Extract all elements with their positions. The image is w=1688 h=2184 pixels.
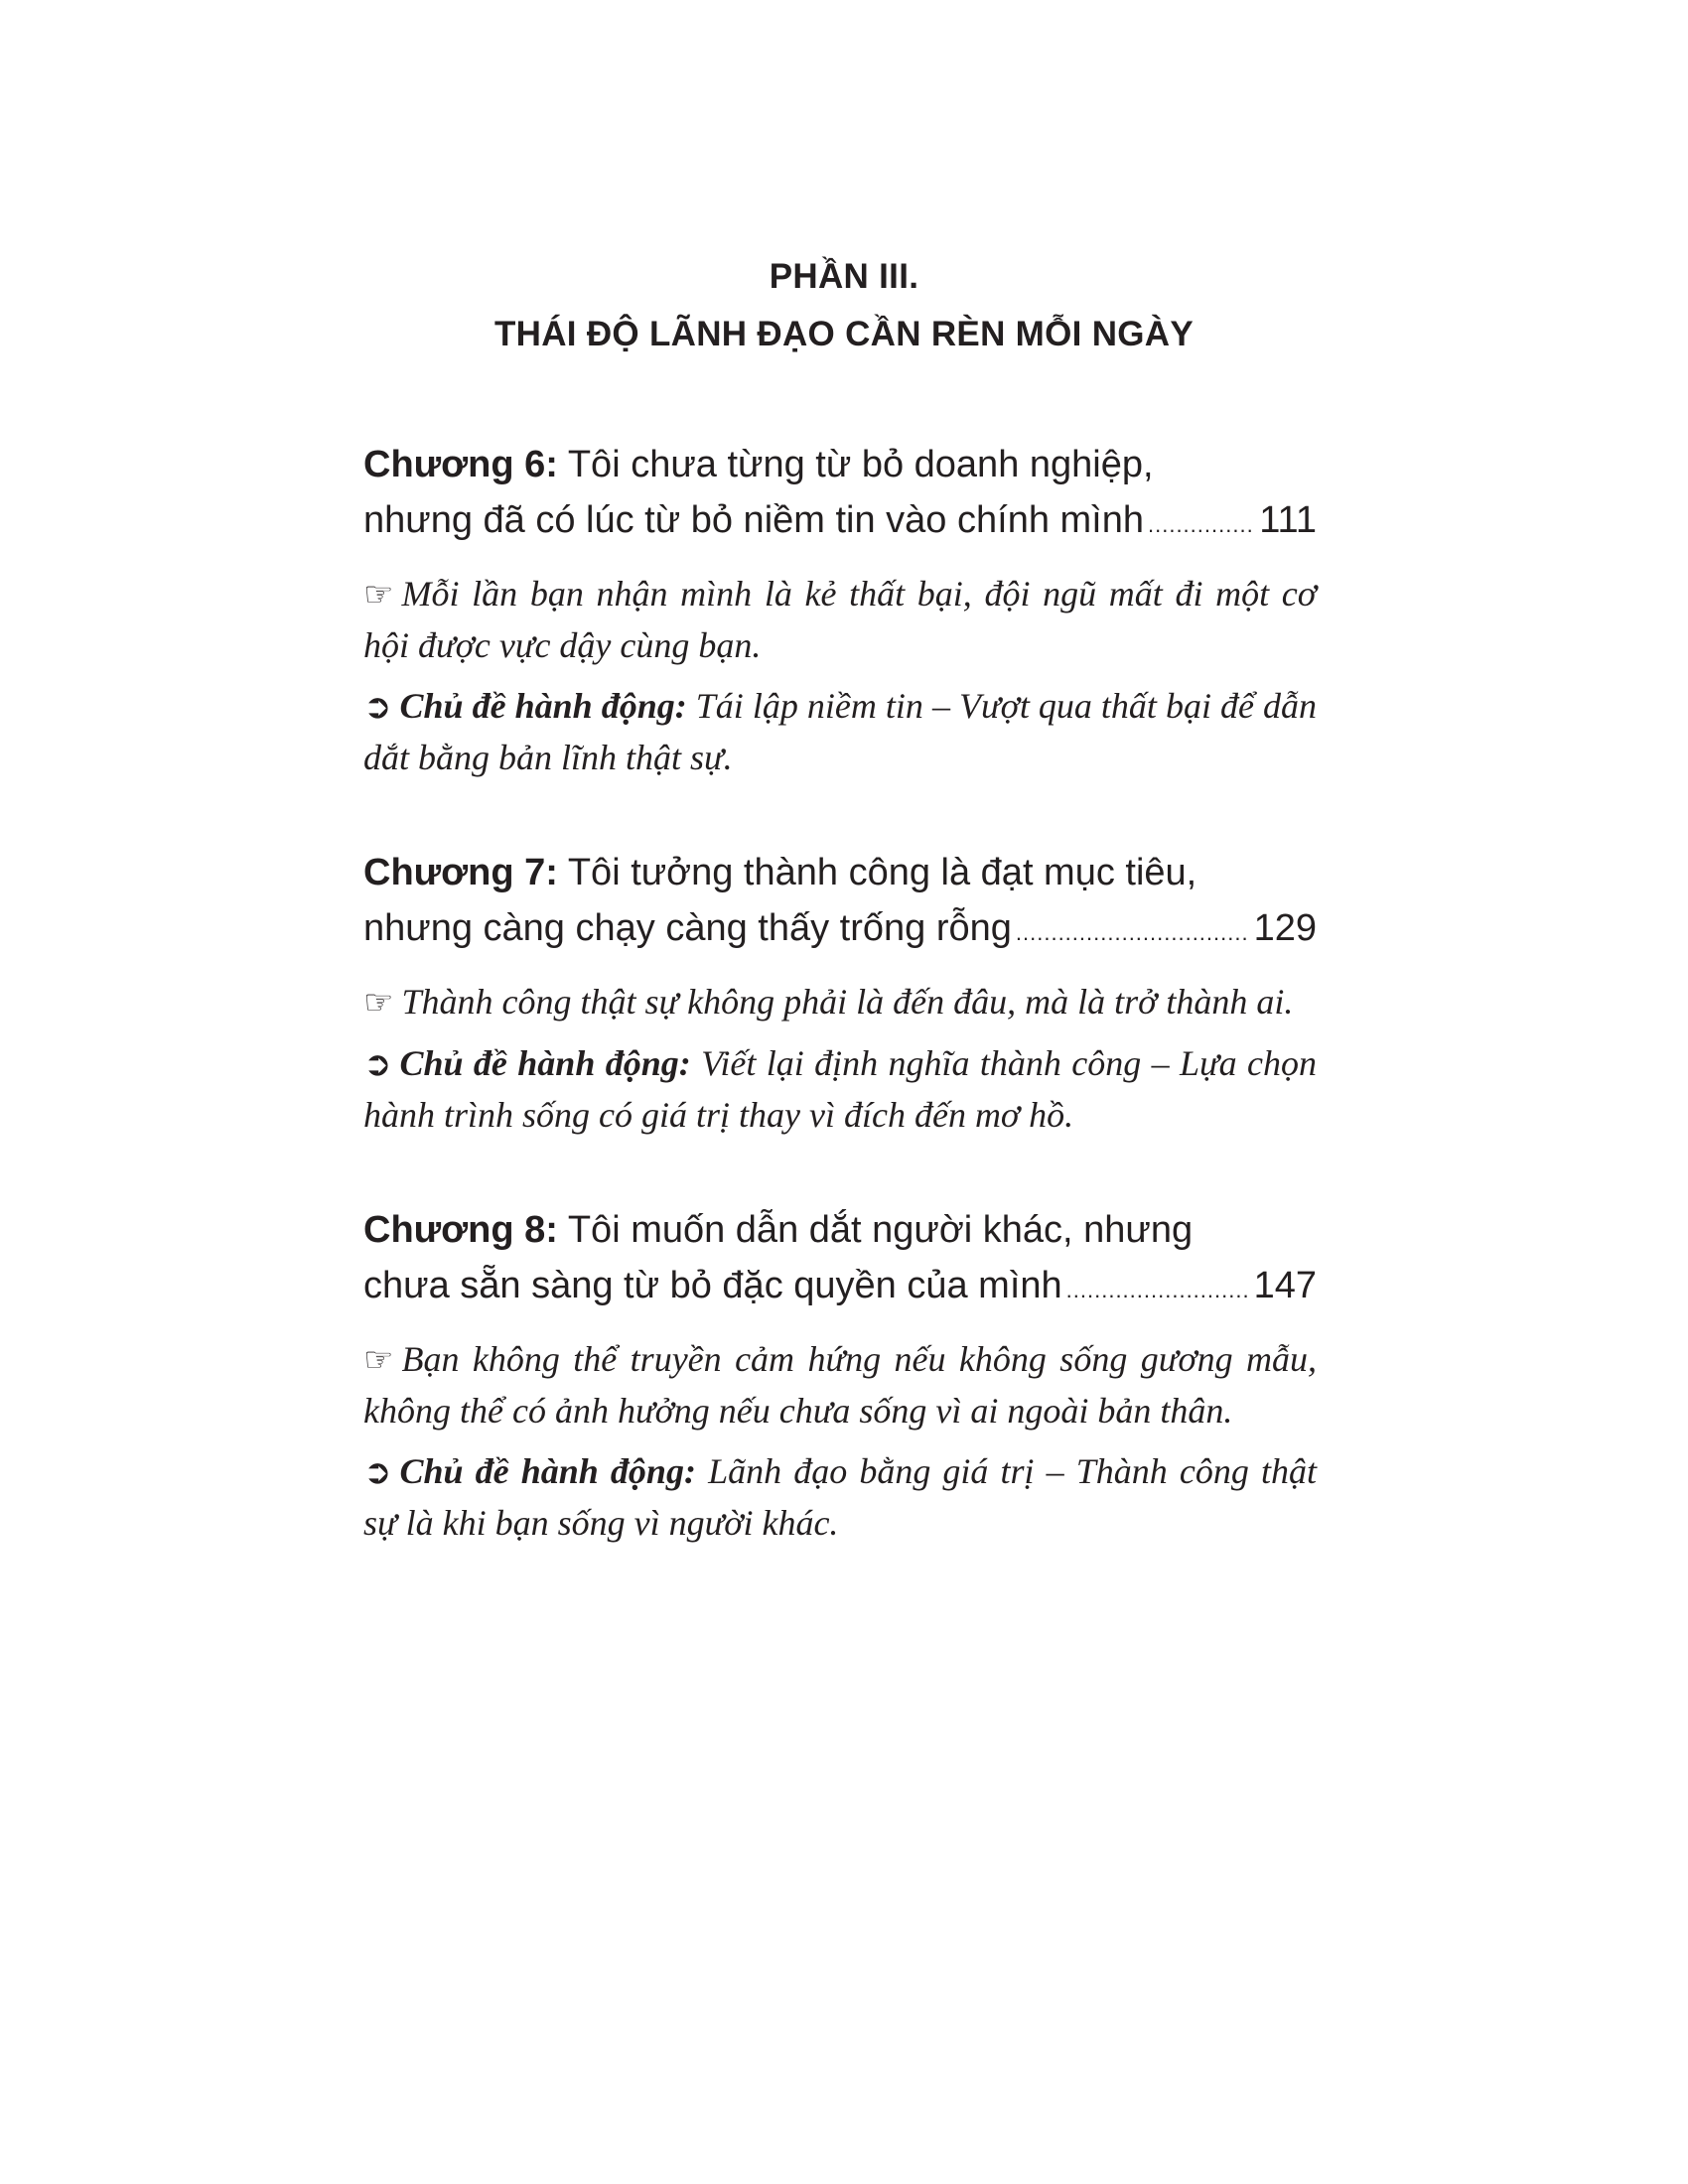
part-number: PHẦN III. (769, 257, 919, 296)
action-text: Tái lập niềm tin – Vượt qua thất bại để dẫn dắt bằng bản lĩnh thật sự. (363, 686, 1318, 777)
chapter-entry (363, 1202, 1317, 1549)
chapter-label: Chương 8: (363, 1209, 558, 1251)
page-number: 147 (1253, 1265, 1317, 1306)
action-label: Chủ đề hành động: (399, 686, 687, 726)
chapter-title[interactable] (363, 437, 1317, 553)
action-text: Lãnh đạo bằng giá trị – Thành công thật sự là khi bạn sống vì người khác. (363, 1451, 1318, 1543)
chapter-title[interactable] (363, 845, 1317, 961)
chapter-title-line2: nhưng càng chạy càng thấy trống rỗng (363, 907, 1012, 949)
chapter-entry (363, 845, 1317, 1141)
arrow-right-icon: ➲ (363, 1046, 392, 1083)
chapter-action (363, 1038, 1317, 1141)
quote-text: Bạn không thể truyền cảm hứng nếu không sống gương mẫu, không thể có ảnh hưởng nếu chưa sống vì ai ngoài bản thân. (363, 1339, 1317, 1431)
quote-text: Mỗi lần bạn nhận mình là kẻ thất bại, đội ngũ mất đi một cơ hội được vực dậy cùng bạn. (363, 574, 1317, 665)
chapter-title-line1: Tôi chưa từng từ bỏ doanh nghiệp, (567, 444, 1154, 485)
dot-leader (1148, 497, 1255, 553)
action-label: Chủ đề hành động: (399, 1451, 696, 1491)
chapter-quote (363, 977, 1317, 1028)
arrow-right-icon: ➲ (363, 1454, 392, 1491)
pointing-hand-icon: ☞ (363, 1342, 394, 1379)
quote-text: Thành công thật sự không phải là đến đâu, mà là trở thành ai. (401, 982, 1294, 1022)
chapter-title[interactable] (363, 1202, 1317, 1318)
dot-leader (1066, 1263, 1250, 1318)
action-label: Chủ đề hành động: (399, 1043, 691, 1083)
chapter-title-line2: chưa sẵn sàng từ bỏ đặc quyền của mình (363, 1265, 1062, 1306)
chapter-action (363, 681, 1317, 783)
page-number: 111 (1259, 499, 1317, 541)
pointing-hand-icon: ☞ (363, 985, 394, 1022)
arrow-right-icon: ➲ (363, 689, 392, 726)
pointing-hand-icon: ☞ (363, 577, 394, 614)
table-of-contents (363, 437, 1317, 1610)
part-title: THÁI ĐỘ LÃNH ĐẠO CẦN RÈN MỖI NGÀY (493, 315, 1195, 353)
chapter-quote (363, 1334, 1317, 1436)
chapter-title-line1: Tôi muốn dẫn dắt người khác, nhưng (567, 1209, 1194, 1251)
chapter-title-line2: nhưng đã có lúc từ bỏ niềm tin vào chính mình (363, 499, 1144, 541)
chapter-title-line1: Tôi tưởng thành công là đạt mục tiêu, (567, 852, 1197, 893)
chapter-label: Chương 7: (363, 852, 558, 893)
page-number: 129 (1253, 907, 1317, 949)
action-text: Viết lại định nghĩa thành công – Lựa chọn hành trình sống có giá trị thay vì đích đến mơ hồ. (363, 1043, 1318, 1135)
chapter-label: Chương 6: (363, 444, 558, 485)
dot-leader (1016, 905, 1250, 961)
chapter-quote (363, 569, 1317, 671)
chapter-entry (363, 437, 1317, 783)
chapter-action (363, 1446, 1317, 1549)
part-heading (0, 248, 1688, 363)
